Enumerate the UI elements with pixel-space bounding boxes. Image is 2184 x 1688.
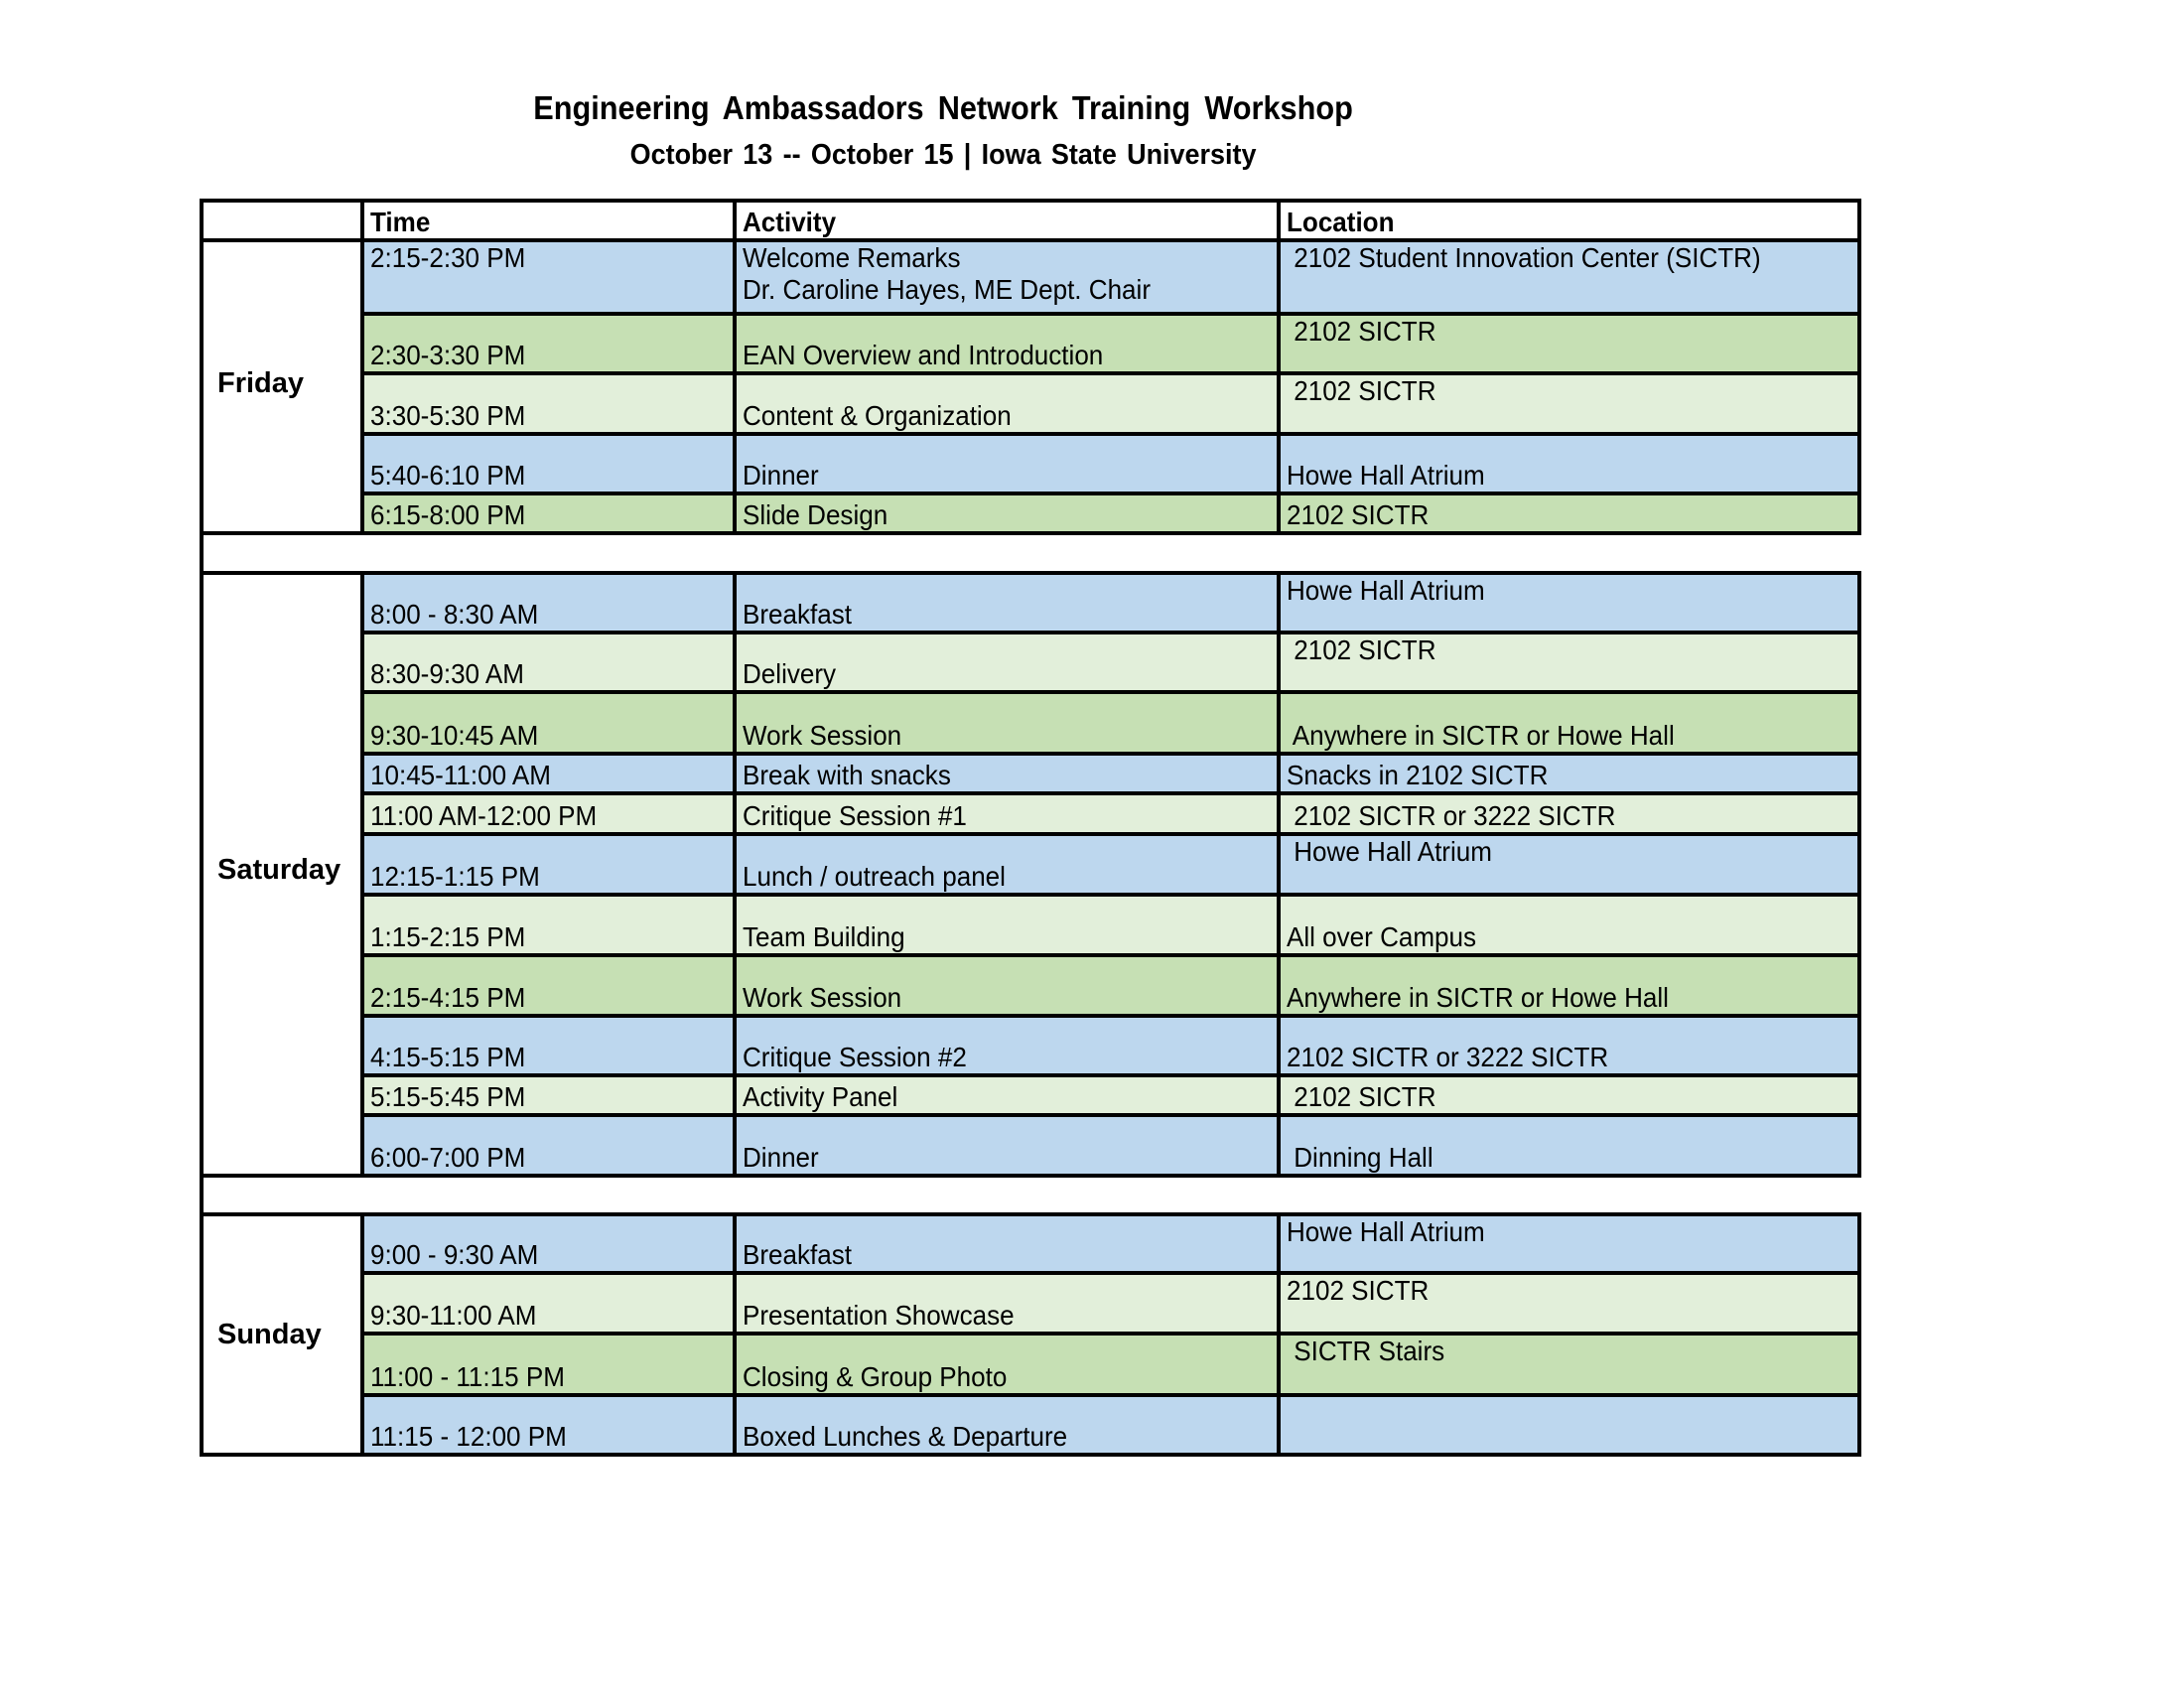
time-cell: 9:30-11:00 AM [360,1273,733,1334]
location-cell: Dinning Hall [1277,1115,1861,1176]
location-cell: 2102 Student Innovation Center (SICTR) [1277,240,1861,314]
day-label-saturday: Saturday [217,854,341,886]
table-row [200,1334,1861,1395]
activity-cell: EAN Overview and Introduction [733,314,1277,373]
row-divider [360,1113,1861,1117]
document-subtitle: October 13 -- October 15 | Iowa State University [629,139,1257,171]
location-cell: 2102 SICTR [1277,1273,1861,1334]
activity-cell: Dinner [733,1115,1277,1176]
day-column-divider [360,238,364,535]
time-cell: 6:15-8:00 PM [360,493,733,533]
row-divider [360,1014,1861,1018]
document-title: Engineering Ambassadors Network Training Workshop [533,89,1353,126]
activity-cell: Critique Session #1 [733,793,1277,834]
row-divider [360,631,1861,634]
table-row [200,1273,1861,1334]
table-row [200,1115,1861,1176]
location-cell: 2102 SICTR [1277,493,1861,533]
location-cell [1277,1395,1861,1455]
table-row [200,1075,1861,1115]
header-activity: Activity [733,199,1277,240]
activity-cell: Breakfast [733,573,1277,633]
activity-cell: Work Session [733,955,1277,1016]
time-cell: 11:00 - 11:15 PM [360,1334,733,1395]
activity-cell: Lunch / outreach panel [733,834,1277,895]
day-label-sunday: Sunday [217,1319,322,1350]
time-cell: 2:15-4:15 PM [360,955,733,1016]
time-cell: 11:15 - 12:00 PM [360,1395,733,1455]
row-divider [360,1393,1861,1397]
row-divider [360,432,1861,436]
time-cell: 4:15-5:15 PM [360,1016,733,1075]
table-row [200,373,1861,434]
time-cell: 2:15-2:30 PM [360,240,733,314]
time-cell: 1:15-2:15 PM [360,895,733,955]
location-cell: Anywhere in SICTR or Howe Hall [1277,955,1861,1016]
location-cell: 2102 SICTR [1277,314,1861,373]
row-divider [360,953,1861,957]
time-cell: 9:00 - 9:30 AM [360,1214,733,1273]
time-cell: 6:00-7:00 PM [360,1115,733,1176]
table-row [200,434,1861,493]
table-row [200,573,1861,633]
location-cell: 2102 SICTR [1277,373,1861,434]
activity-cell: Boxed Lunches & Departure [733,1395,1277,1455]
time-cell: 5:40-6:10 PM [360,434,733,493]
row-divider [360,1073,1861,1077]
location-cell: Howe Hall Atrium [1277,1214,1861,1273]
row-divider [360,690,1861,694]
location-cell: Howe Hall Atrium [1277,834,1861,895]
table-row [200,314,1861,373]
row-divider [360,1271,1861,1275]
activity-cell: Delivery [733,633,1277,692]
time-cell: 8:30-9:30 AM [360,633,733,692]
day-label-friday: Friday [217,367,305,399]
location-cell: 2102 SICTR [1277,1075,1861,1115]
table-row [200,895,1861,955]
row-divider [360,752,1861,756]
location-cell: Snacks in 2102 SICTR [1277,754,1861,793]
row-divider [360,791,1861,795]
table-row [200,240,1861,314]
table-row [200,692,1861,754]
location-cell: Howe Hall Atrium [1277,434,1861,493]
table-row [200,493,1861,533]
location-cell: All over Campus [1277,895,1861,955]
activity-cell: Critique Session #2 [733,1016,1277,1075]
table-row [200,834,1861,895]
time-cell: 5:15-5:45 PM [360,1075,733,1115]
table-row [200,955,1861,1016]
location-cell: Anywhere in SICTR or Howe Hall [1277,692,1861,754]
activity-cell: Work Session [733,692,1277,754]
day-column-divider [360,199,364,242]
spacer-left-border [200,533,204,573]
location-cell: 2102 SICTR or 3222 SICTR [1277,1016,1861,1075]
time-cell: 2:30-3:30 PM [360,314,733,373]
table-row [200,1016,1861,1075]
header-time: Time [360,199,733,240]
day-column-divider [360,1212,364,1457]
row-divider [360,492,1861,495]
row-divider [360,371,1861,375]
table-row [200,793,1861,834]
activity-cell: Break with snacks [733,754,1277,793]
time-cell: 9:30-10:45 AM [360,692,733,754]
header-day [200,199,360,240]
time-cell: 12:15-1:15 PM [360,834,733,895]
activity-cell: Presentation Showcase [733,1273,1277,1334]
time-cell: 11:00 AM-12:00 PM [360,793,733,834]
activity-cell: Slide Design [733,493,1277,533]
header-row [200,199,1861,240]
activity-cell: Team Building [733,895,1277,955]
table-row [200,1214,1861,1273]
time-cell: 8:00 - 8:30 AM [360,573,733,633]
location-cell: SICTR Stairs [1277,1334,1861,1395]
row-divider [360,312,1861,316]
activity-cell: Closing & Group Photo [733,1334,1277,1395]
header-location: Location [1277,199,1861,240]
activity-cell: Content & Organization [733,373,1277,434]
location-cell: 2102 SICTR [1277,633,1861,692]
row-divider [360,893,1861,897]
row-divider [360,832,1861,836]
location-cell: Howe Hall Atrium [1277,573,1861,633]
activity-cell: Welcome Remarks Dr. Caroline Hayes, ME Dept. Chair [733,240,1277,314]
activity-cell: Breakfast [733,1214,1277,1273]
activity-cell: Activity Panel [733,1075,1277,1115]
day-column-divider [360,571,364,1178]
table-row [200,1395,1861,1455]
row-divider [360,1332,1861,1336]
spacer-left-border [200,1176,204,1215]
table-row [200,754,1861,793]
table-row [200,633,1861,692]
activity-cell: Dinner [733,434,1277,493]
time-cell: 10:45-11:00 AM [360,754,733,793]
time-cell: 3:30-5:30 PM [360,373,733,434]
location-cell: 2102 SICTR or 3222 SICTR [1277,793,1861,834]
